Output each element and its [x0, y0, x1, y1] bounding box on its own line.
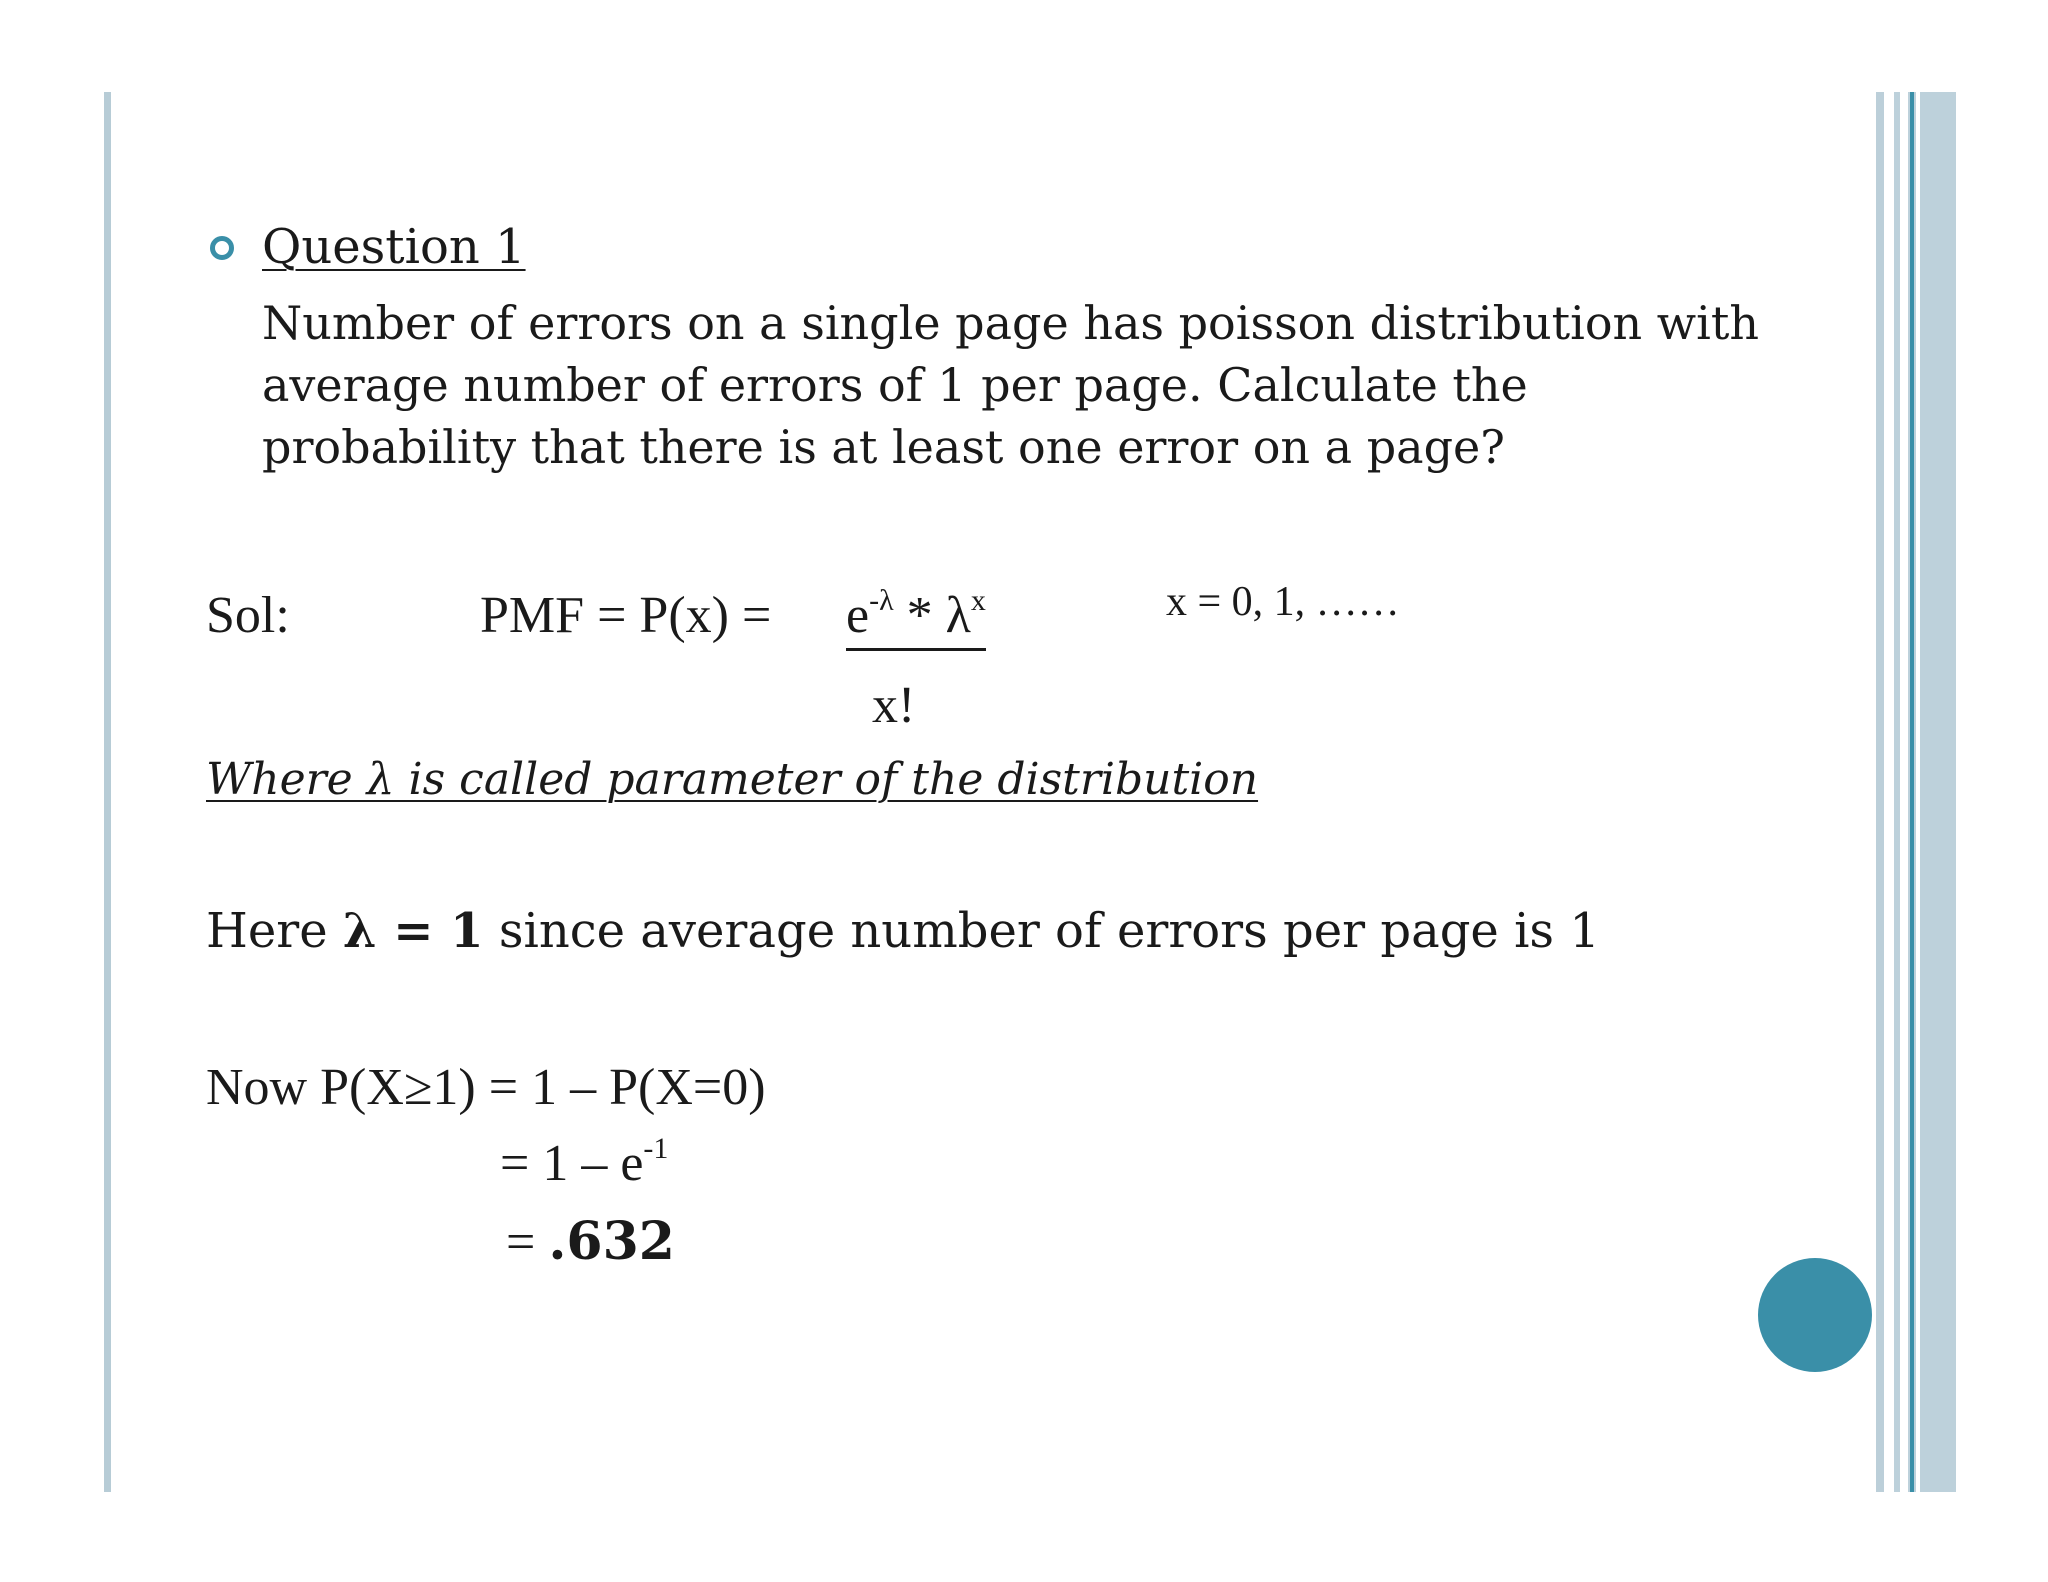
- where-note: Where λ is called parameter of the distribution: [206, 754, 1259, 805]
- question-line: Number of errors on a single page has poisson distribution with: [262, 296, 1759, 350]
- pmf-num-exp2: x: [970, 584, 986, 617]
- right-frame-thin-rule: [1876, 92, 1884, 1492]
- question-title: Question 1: [262, 219, 526, 275]
- pmf-num-base: e: [846, 587, 870, 644]
- lambda-statement: [206, 900, 1600, 962]
- question-line: average number of errors of 1 per page. Calculate the: [262, 358, 1528, 412]
- pmf-range: x = 0, 1, ……: [1166, 579, 1400, 625]
- bullet-ring-icon: [210, 236, 234, 260]
- here-suffix: since average number of errors per page is 1: [483, 903, 1600, 959]
- pmf-denominator: x!: [872, 677, 916, 734]
- right-frame-band-gap: [1900, 92, 1908, 1492]
- pmf-lhs: PMF = P(x) =: [480, 587, 772, 644]
- right-frame-accent-rule: [1910, 92, 1914, 1492]
- line3-prefix: =: [506, 1214, 549, 1271]
- result-line-2: [500, 1132, 668, 1196]
- right-frame-band-gap-2: [1916, 92, 1920, 1492]
- question-body: [262, 292, 1822, 478]
- pmf-num-exp: -λ: [869, 584, 894, 617]
- here-bold: λ = 1: [342, 903, 484, 959]
- result-line-3: [506, 1210, 675, 1275]
- pmf-numerator: [846, 584, 986, 651]
- decorative-circle: [1758, 1258, 1872, 1372]
- line2-exp: -1: [643, 1132, 669, 1165]
- left-frame-rule: [104, 92, 111, 1492]
- result-line-1: Now P(X≥1) = 1 – P(X=0): [206, 1059, 766, 1116]
- line3-bold: .632: [548, 1211, 675, 1272]
- line2-prefix: = 1 – e: [500, 1135, 644, 1192]
- solution-label: Sol:: [206, 587, 290, 644]
- question-line: probability that there is at least one error on a page?: [262, 420, 1505, 474]
- pmf-num-mid: * λ: [893, 587, 971, 644]
- here-prefix: Here: [206, 903, 343, 959]
